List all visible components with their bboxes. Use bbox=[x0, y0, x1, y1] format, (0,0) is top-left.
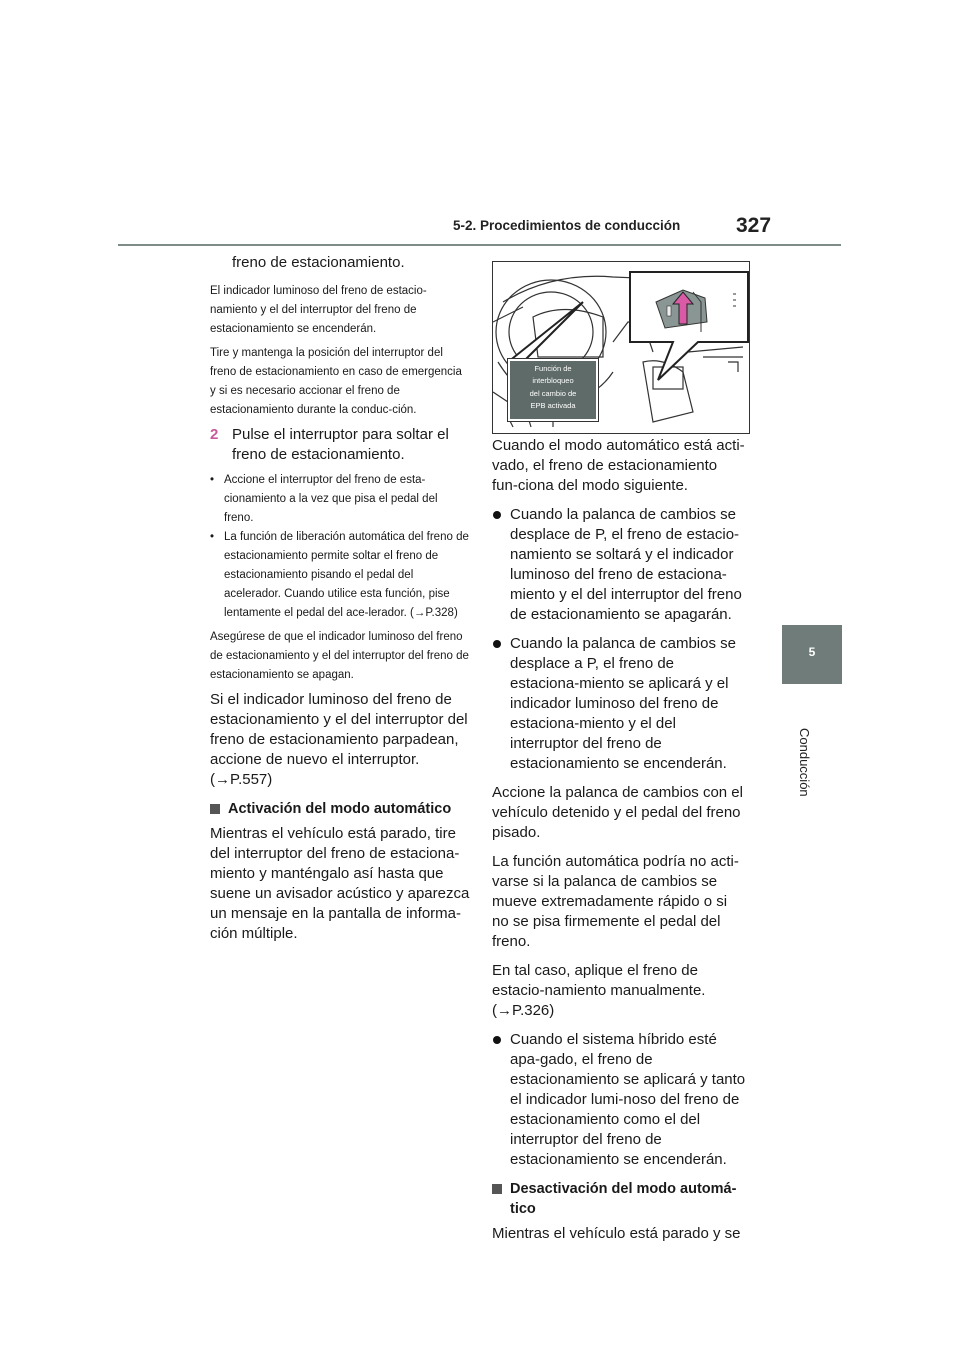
bullet-dot: • bbox=[210, 474, 215, 486]
bullet-text: Cuando la palanca de cambios se desplace de P, el freno de estacio-namiento se soltará y el indicador luminoso del freno de estaciona-miento y el del interruptor del freno de estacionamiento se apagarán. bbox=[510, 506, 742, 623]
paragraph: En tal caso, aplique el freno de estacio-namiento manualmente. (→P.326) bbox=[492, 962, 706, 1019]
bullet-text: Cuando el sistema híbrido esté apa-gado, el freno de estacionamiento se aplicará y tanto el indicador lumi-noso del freno de estacionamiento como el del interruptor del freno de estacionamiento se encenderán. bbox=[510, 1031, 746, 1168]
note-2: Tire y mantenga la posición del interruptor del freno de estacionamiento en caso de emergencia y si es necesario accionar el freno de estacionamiento durante la conduc-ción. bbox=[210, 347, 462, 416]
chapter-tab-label: Conducción bbox=[797, 728, 812, 797]
paragraph: Mientras el vehículo está parado y se bbox=[492, 1225, 741, 1242]
paragraph-1: Si el indicador luminoso del freno de estacionamiento y el del interruptor del freno de estacionamiento parpadean, accione de nuevo el interruptor. (→P.557) bbox=[210, 691, 468, 788]
square-bullet-icon bbox=[210, 804, 220, 814]
header-section-title: 5-2. Procedimientos de conducción bbox=[453, 218, 681, 233]
paragraph-2: Mientras el vehículo está parado, tire del interruptor del freno de estaciona-miento y manténgalo así hasta que suene un avisador acústico y aparezca un mensaje en la pantalla de informa-ción múltiple. bbox=[210, 825, 470, 942]
callout-label bbox=[508, 363, 598, 412]
bullet-item bbox=[492, 505, 747, 625]
bullet-item bbox=[210, 528, 470, 623]
heading-text: Desactivación del modo automá-tico bbox=[510, 1181, 737, 1217]
intro-line: freno de estacionamiento. bbox=[232, 254, 405, 271]
paragraph: Cuando el modo automático está acti-vado, el freno de estacionamiento fun-ciona del modo siguiente. bbox=[492, 437, 745, 494]
left-column bbox=[210, 253, 470, 953]
right-column bbox=[492, 436, 747, 1253]
bullet-text: La función de liberación automática del freno de estacionamiento permite soltar el freno de estacionamiento pisando el pedal del acelerador. Cuando utilice esta función, pise lentamente el pedal del ace-lerador. (→P.328) bbox=[224, 531, 469, 619]
page-number: 327 bbox=[736, 214, 772, 237]
header-rule bbox=[118, 244, 841, 246]
bullet-item bbox=[492, 1030, 747, 1170]
callout-line: EPB activada bbox=[530, 400, 576, 410]
bullet-item bbox=[210, 471, 470, 528]
paragraph: Accione la palanca de cambios con el vehículo detenido y el pedal del freno pisado. bbox=[492, 784, 743, 841]
callout-line: interbloqueo bbox=[532, 376, 574, 386]
disc-bullet-icon bbox=[493, 640, 501, 648]
square-bullet-icon bbox=[492, 1184, 502, 1194]
paragraph: La función automática podría no acti-varse si la palanca de cambios se mueve extremadamente rápido o si no se pisa firmemente el pedal del freno. bbox=[492, 853, 739, 950]
bullet-dot: • bbox=[210, 531, 215, 543]
note-1: El indicador luminoso del freno de estacio-namiento y el del interruptor del freno de estacionamiento se encenderán. bbox=[210, 285, 427, 335]
bullet-text: Cuando la palanca de cambios se desplace a P, el freno de estaciona-miento se aplicará y el indicador luminoso del freno de estaciona-miento y el del interruptor del freno de estacionamiento se encenderán. bbox=[510, 635, 736, 772]
note-3: Asegúrese de que el indicador luminoso del freno de estacionamiento y el del interruptor del freno de estacionamiento se apagan. bbox=[210, 631, 469, 681]
section-heading-deactivation bbox=[492, 1179, 747, 1219]
step-2 bbox=[210, 425, 470, 465]
callout-line: Función de bbox=[534, 364, 572, 373]
disc-bullet-icon bbox=[493, 1036, 501, 1044]
section-heading-activation bbox=[210, 799, 470, 819]
disc-bullet-icon bbox=[493, 511, 501, 519]
bullet-item bbox=[492, 634, 747, 774]
bullet-text: Accione el interruptor del freno de esta-cionamiento a la vez que pisa el pedal del freno. bbox=[224, 474, 438, 524]
step-text: Pulse el interruptor para soltar el freno de estacionamiento. bbox=[232, 426, 449, 463]
heading-text: Activación del modo automático bbox=[228, 801, 452, 817]
step-number: 2 bbox=[210, 426, 219, 443]
callout-line: del cambio de bbox=[529, 388, 577, 398]
chapter-tab-number: 5 bbox=[808, 645, 816, 659]
